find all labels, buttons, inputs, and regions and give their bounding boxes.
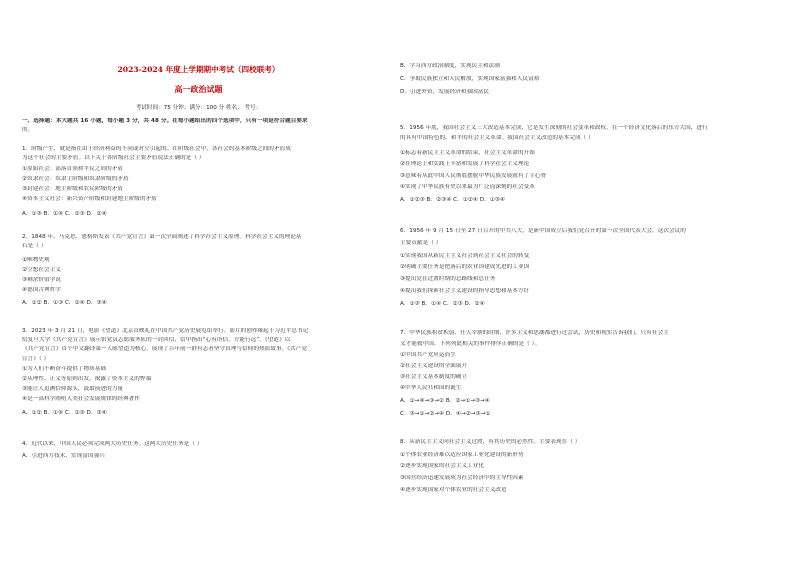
left-question-line: 石是（ ） (22, 243, 47, 249)
left-question-line: ④德国古典哲学 (22, 287, 61, 293)
left-question-line: 2．1848 年，马克思、恩格斯发表《共产党宣言》第一次全面阐述了科学社会主义原理。科学社会主义的理论基 (22, 234, 302, 240)
right-question-line: A．①②③ B．②③④ C．①②④ D．①③④ (400, 197, 505, 203)
left-question-line: ③封建社会：地主阶级和农民阶级的矛盾 (22, 186, 124, 192)
right-question-line: ②社会主义建设的全面展开 (400, 363, 468, 369)
left-question-line: ①唯物史观 (22, 257, 50, 263)
right-question-line: ①实现我国从新民主主义社会到社会主义社会的转变 (400, 253, 530, 259)
right-question-line: ③国营经济迅速发展成为社会经济中的主导性因素 (400, 475, 524, 481)
left-question-line: 3．2023 年 3 月 21 日，电影《望道》北京首映礼在中国共产党历史展览馆举行。影片的创作缘起于习近平总书记 (22, 328, 309, 334)
right-question-line: 主要贡献是（ ） (400, 240, 442, 246)
right-question-line: ③提出党在过渡时期的总路线和总任务 (400, 276, 496, 282)
right-question-line: A．①→④→③→② B．②→①→③→④ (400, 398, 490, 404)
right-question-line: ④实现了中华民族有史以来最为广泛而深刻的社会变革 (400, 184, 535, 190)
right-question-line: D．引进外资，发展经济和强国富民 (400, 89, 490, 95)
left-question-line: A．①② B．①③ C．②④ D．③④ (22, 300, 107, 306)
right-question-line: B．学习西方政治制度，实现民主和法制 (400, 63, 500, 69)
left-question-line: 《共产党宣言》首个中文翻译第一人陈望道为核心，展现了百年前一群有志者坚守真理与信仰的热血故事。《共产党 (22, 346, 308, 352)
left-question-line: ④是一部科学阐明人类社会发展规律的经典著作 (22, 396, 140, 402)
right-question-line: 义才能救中国。下列列此相关的事件排序正确的是（ ）。 (400, 341, 541, 347)
right-question-line: ④提出我们探索社会主义建设的指导思想和基本方针 (400, 288, 530, 294)
left-question-line: 为这个社会的主要矛盾。以下关于各阶级社会主要矛盾说法正确的是（ ） (22, 155, 205, 161)
left-question-line: ③剩余价值学说 (22, 277, 61, 283)
right-question-line: ①个体农业经济难以适应国家工业化建设的新形势 (400, 452, 524, 458)
left-question-line: 4．近代以来，中国人民必须完成两大历史任务。这两大历史任务是（ ） (22, 441, 203, 447)
right-question-line: ④逐步实现国家对个体农业的社会主义改造 (400, 487, 507, 493)
exam-meta: 考试时间：75 分钟；满分：100 分 姓名： 考号： (135, 105, 262, 111)
right-question-line: C．③→①→②→④ D．④→②→③→① (400, 411, 491, 417)
left-question-line: ②空想社会主义 (22, 267, 61, 273)
left-question-line: 给复旦大学《共产党宣言》展示馆党员志愿服务队的一封回信，信中指出“心有所信，方能行远”。《望道》以 (22, 337, 291, 343)
exam-title: 2023-2024 年度上学期期中考试（四校联考） (117, 65, 280, 74)
left-question-line: ②从理性、正义等原则出发，揭露了资本主义的弊端 (22, 376, 152, 382)
left-question-line: 宣言》（ ） (22, 356, 50, 362)
left-question-line: A．引进西方技术，实现富国强兵 (22, 453, 105, 459)
right-question-line: ③社会主义基本制度的确立 (400, 374, 468, 380)
right-question-line: 的具有中国特色的、和平的社会主义革命。我国社会主义改造的基本完成（ ） (400, 135, 594, 141)
right-question-line: A．①③ B．①④ C．②③ D．②④ (400, 301, 485, 307)
left-question-line: 一、选择题：本大题共 16 小题，每小题 3 分，共 48 分。在每小题给出的四个选项中，只有一项是符合题目要求 (22, 118, 308, 124)
left-question-line: ③能让人追溯信仰源头，汲取前进的力量 (22, 386, 124, 392)
right-question-line: ①标志着新民主主义革命的结束，社会主义革命的开始 (400, 150, 535, 156)
left-question-line: 的。 (22, 127, 34, 133)
right-question-line: ②明确主要任务是把落后的农业国建成先进的工业国 (400, 264, 530, 270)
left-question-line: ①为人们不断奋斗提供了物质基础 (22, 366, 107, 372)
right-question-line: ③意味着从此中国人民彻底摆脱中华民族发展就有了主心骨 (400, 173, 547, 179)
right-question-line: 5．1956 年底，我国社会主义三大改造基本完成，它是发生深刻的社会变革和政权。在一个经济文化落后的东方大国，进行 (400, 125, 708, 131)
right-question-line: 7．中华民族积贫积弱、任人宰割的时期，许多主义和思潮都进行过尝试，历史和现实告诉我们，只有社会主 (400, 330, 669, 336)
right-question-line: 8．从新民主主义向社会主义过渡，有其历史的必然性，主要表现在（ ） (400, 439, 581, 445)
right-question-line: ②在理论上和实践上丰富和发展了科学社会主义理论 (400, 161, 530, 167)
right-question-line: ④中华人民共和国的诞生 (400, 385, 462, 391)
right-question-line: C．争取民族独立和人民解放，实现国家富强和人民富裕 (400, 76, 540, 82)
right-question-line: ①中国共产党应运而生 (400, 352, 456, 358)
exam-subtitle: 高一政治试题 (174, 84, 223, 94)
right-question-line: ②逐步实现国家的社会主义工业化 (400, 463, 485, 469)
left-question-line: ④资本主义社会：新兴资产阶级和封建地主阶级的矛盾 (22, 196, 157, 202)
left-question-line: ②奴隶社会：奴隶主阶级和奴隶阶级的矛盾 (22, 176, 129, 182)
right-question-line: 6．1956 年 9 月 15 日至 27 日召开的中共八大，是新中国成立后我们党召开的第一次全国代表大会。这次会议的 (400, 228, 686, 234)
left-question-line: 1．阶级产生，就是指在由于经济利益的不同或对立引起的。在阶级社会中，各社会的基本阶级之间的矛盾成 (22, 146, 291, 152)
left-question-line: A．①② B．①④ C．②③ D．③④ (22, 410, 107, 416)
left-question-line: A．①③ B．①④ C．②③ D．②④ (22, 211, 107, 217)
left-question-line: ①原始社会：部落首领和平民之间的矛盾 (22, 166, 124, 172)
